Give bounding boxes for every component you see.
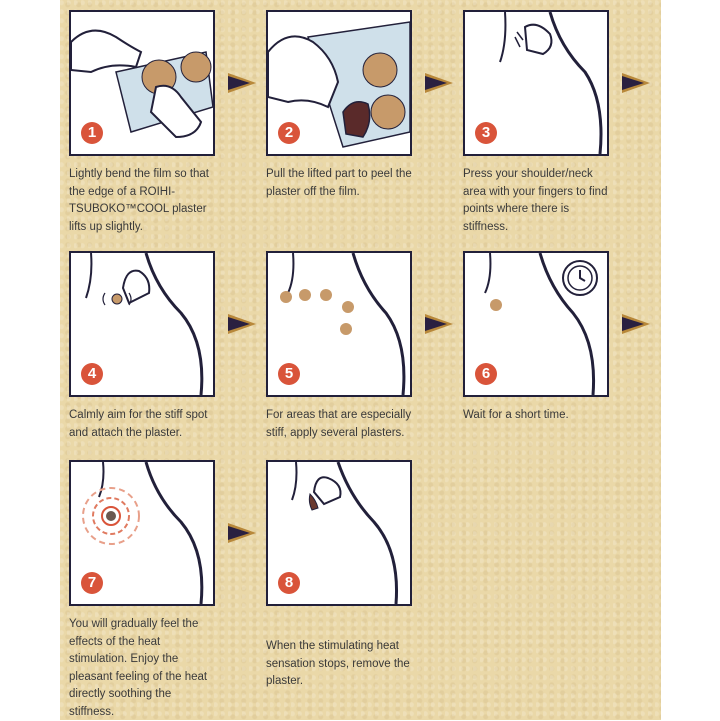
step-number-badge: 3 [475,122,497,144]
step-6-illustration [463,251,609,397]
step-7-illustration [69,460,215,606]
step-number-badge: 1 [81,122,103,144]
next-step-arrow-icon [228,523,256,543]
step-1-illustration [69,10,215,156]
step-number-badge: 7 [81,572,103,594]
step-3-illustration [463,10,609,156]
step-8-illustration [266,460,412,606]
step-number-badge: 5 [278,363,300,385]
clock-icon [563,261,597,295]
step-6-caption: Wait for a short time. [463,409,569,421]
step-number-badge: 8 [278,572,300,594]
step-4-illustration [69,251,215,397]
next-step-arrow-icon [228,73,256,93]
step-7-caption: You will gradually feel the effects of the heat stimulation. Enjoy the pleasant feeling of the heat directly soothing the stiffness. [69,618,208,718]
step-4-caption: Calmly aim for the stiff spot and attach the plaster. [69,409,208,439]
instruction-sheet [60,0,661,720]
next-step-arrow-icon [425,314,453,334]
next-step-arrow-icon [622,73,650,93]
step-5-illustration [266,251,412,397]
step-5-caption: For areas that are especially stiff, apply several plasters. [266,409,412,439]
next-step-arrow-icon [228,314,256,334]
step-1-caption: Lightly bend the film so that the edge of a ROIHI-TSUBOKO™COOL plaster lifts up slightly. [69,168,209,233]
step-number-badge: 6 [475,363,497,385]
next-step-arrow-icon [622,314,650,334]
step-number-badge: 4 [81,363,103,385]
step-number-badge: 2 [278,122,300,144]
next-step-arrow-icon [425,73,453,93]
step-8-caption: When the stimulating heat sensation stops, remove the plaster. [266,640,410,687]
step-2-caption: Pull the lifted part to peel the plaster off the film. [266,168,412,198]
step-3-caption: Press your shoulder/neck area with your fingers to find points where there is stiffness. [463,168,608,233]
step-2-illustration [266,10,412,156]
